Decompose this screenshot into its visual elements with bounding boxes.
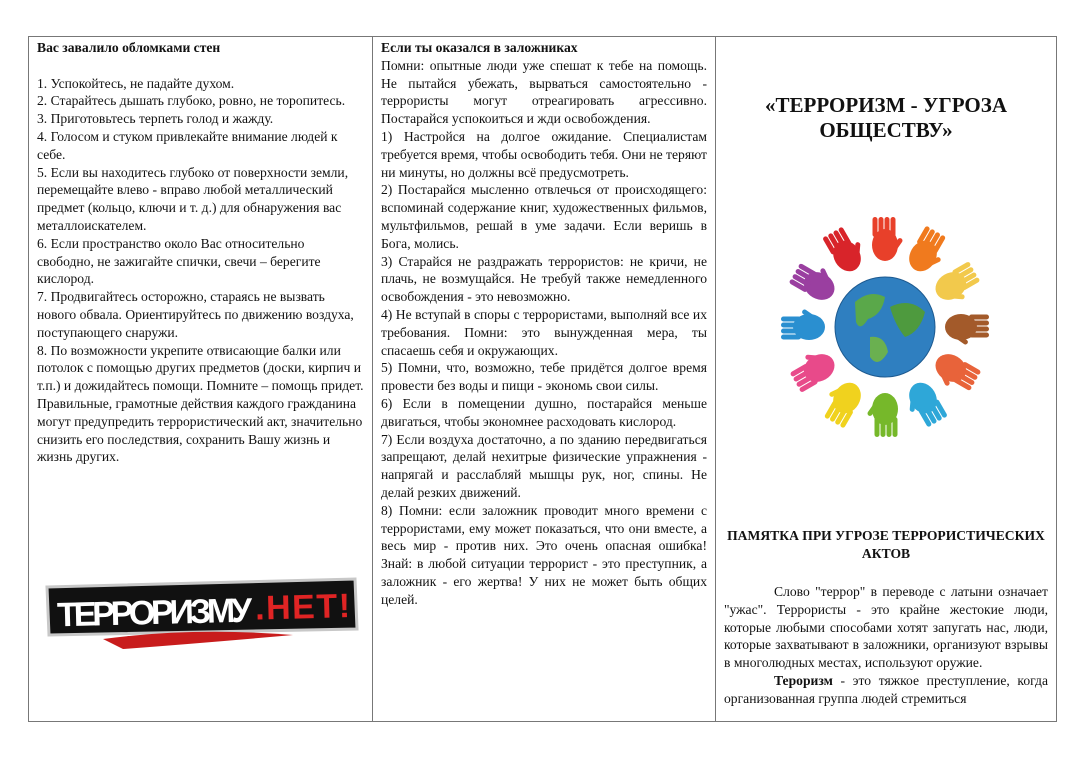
hand-icon bbox=[945, 314, 989, 345]
definition-paragraph: Слово "террор" в переводе с латыни означает "ужас". Террористы - это крайне жестокие люди, которые любыми способами хотят запугать нас, люди, которые захватывают в заложники, организуют взрывы в многолюдных местах, используют оружие. bbox=[724, 584, 1048, 671]
hands-globe-illustration bbox=[760, 197, 1010, 457]
intro-paragraph: Помни: опытные люди уже спешат к тебе на помощь. Не пытайся убежать, вырваться самостоятельно - террористы могут отреагировать агрессивно. Постарайся успокоиться и жди освобождения. bbox=[381, 57, 707, 127]
list-item: 2. Старайтесь дышать глубоко, ровно, не торопитесь. bbox=[37, 93, 346, 109]
column-hostage bbox=[373, 37, 716, 721]
section-heading: Если ты оказался в заложниках bbox=[381, 40, 578, 55]
hand-icon bbox=[904, 225, 953, 279]
memo-title: ПАМЯТКА ПРИ УГРОЗЕ ТЕРРОРИСТИЧЕСКИХ АКТОВ bbox=[727, 528, 1045, 561]
list-item: 6) Если в помещении душно, постарайся меньше двигаться, чтобы экономнее расходовать кислород. bbox=[381, 395, 707, 429]
conclusion: Правильные, грамотные действия каждого гражданина могут предупредить террористический акт, значительно снизить его последствия, сохранить Вашу жизнь и жизнь других. bbox=[37, 395, 363, 465]
list-item: 1. Успокойтесь, не падайте духом. bbox=[37, 75, 235, 91]
list-item: 7) Если воздуха достаточно, а по зданию передвигаться запрещают, делай нехитрые физические упражнения - напрягай и расслабляй мышцы рук, ног, спины. Не делай резких движений. bbox=[381, 431, 707, 500]
list-item: 4. Голосом и стуком привлекайте внимание людей к себе. bbox=[37, 128, 338, 162]
hand-icon bbox=[786, 344, 840, 393]
hand-icon bbox=[899, 378, 948, 432]
column-cover bbox=[716, 37, 1056, 721]
hand-icon bbox=[928, 349, 982, 398]
list-item: 4) Не вступай в споры с террористами, выполняй все их требования. Помни: это вынужденная мера, ты спасаешь себя и окружающих. bbox=[381, 306, 707, 358]
terrorism-paragraph bbox=[724, 672, 1048, 708]
list-item: 8. По возможности укрепите отвисающие балки или потолок с помощью других предметов (доски, кирпич и т.п.) и дожидайтесь помощи. Помните – помощь придет. bbox=[37, 342, 364, 394]
terrorism-no-logo bbox=[43, 577, 361, 647]
hand-icon bbox=[781, 309, 825, 340]
list-item: 5. Если вы находитесь глубоко от поверхности земли, перемещайте влево - вправо любой металлический предмет (кольцо, ключи и т. д.) для обнаружения вас металлоискателем. bbox=[37, 164, 349, 233]
list-item: 1) Настройся на долгое ожидание. Специалистам требуется время, чтобы освободить тебя. Они не теряют ни минуты, но должны всё предусмотреть. bbox=[381, 128, 707, 180]
term-definition: - это тяжкое преступление, когда организованная группа людей стремиться bbox=[724, 672, 1048, 706]
hand-icon bbox=[788, 256, 842, 305]
list-item: 2) Постарайся мысленно отвлечься от происходящего: вспоминай содержание книг, художественных фильмов, мультфильмов, решай в уме задачи. Если веришь в Бога, молись. bbox=[381, 182, 707, 251]
hand-icon bbox=[872, 217, 903, 261]
leaflet-sheet bbox=[28, 36, 1057, 722]
list-item: 6. Если пространство около Вас относительно свободно, не зажигайте спички, свечи – берегите кислород. bbox=[37, 235, 321, 287]
svg-text:ТЕРРОРИЗМУ: ТЕРРОРИЗМУ bbox=[56, 591, 253, 635]
list-item: 8) Помни: если заложник проводит много времени с террористами, ему может показаться, что они вместе, а весь мир - против них. Это очень опасная ошибка! Знай: в любой ситуации террорист - это преступник, а заложник - его жертва! У них не может быть общих целей. bbox=[381, 502, 707, 607]
svg-text:.НЕТ!: .НЕТ! bbox=[254, 587, 351, 628]
section-heading: Вас завалило обломками стен bbox=[37, 40, 221, 55]
hand-icon bbox=[817, 375, 866, 429]
list-item: 5) Помни, что, возможно, тебе придётся долгое время провести без воды и пищи - экономь свои силы. bbox=[381, 360, 707, 394]
hand-icon bbox=[867, 393, 898, 437]
hand-icon bbox=[930, 261, 984, 310]
list-item: 7. Продвигайтесь осторожно, стараясь не вызвать нового обвала. Ориентируйтесь по движению воздуха, поступающего снаружи. bbox=[37, 289, 354, 340]
term-bold: Тероризм bbox=[774, 672, 833, 688]
globe-icon bbox=[835, 277, 935, 377]
list-item: 3) Старайся не раздражать террористов: не кричи, не плачь, не возмущайся. Не требуй также немедленного освобождения - это невозможно. bbox=[381, 253, 707, 305]
page-title: «ТЕРРОРИЗМ - УГРОЗА ОБЩЕСТВУ» bbox=[764, 93, 1007, 142]
column-collapse bbox=[29, 37, 373, 721]
list-item: 3. Приготовьтесь терпеть голод и жажду. bbox=[37, 111, 274, 127]
hand-icon bbox=[822, 223, 871, 277]
